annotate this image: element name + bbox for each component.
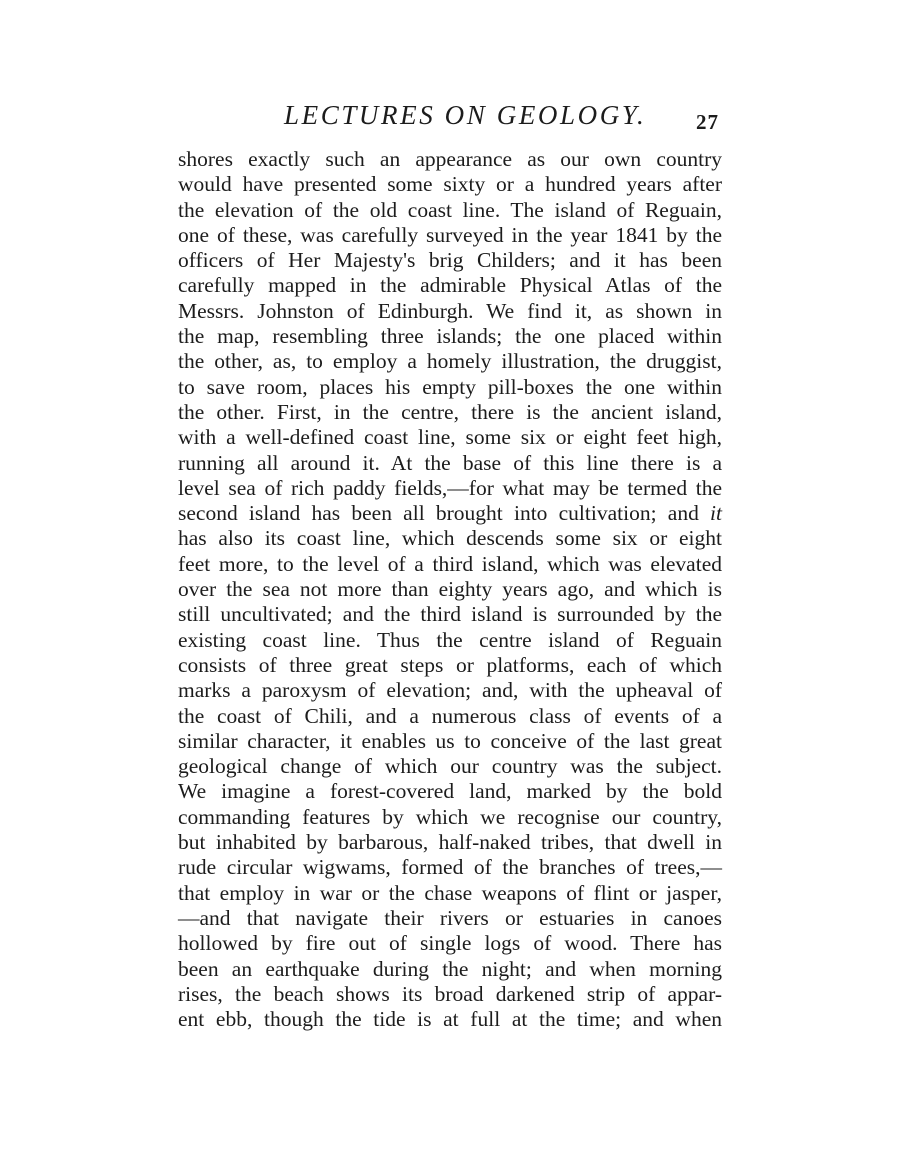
- text-line: geological change of which our country was the subject.: [178, 754, 722, 779]
- text-line: ent ebb, though the tide is at full at the time; and when: [178, 1007, 722, 1032]
- text-line: running all around it. At the base of this line there is a: [178, 450, 722, 475]
- running-head: [0, 100, 900, 140]
- text-line: but inhabited by barbarous, half-naked tribes, that dwell in: [178, 830, 722, 855]
- text-line: the other, as, to employ a homely illustration, the druggist,: [178, 349, 722, 374]
- text-line: consists of three great steps or platforms, each of which: [178, 652, 722, 677]
- text-line: We imagine a forest-covered land, marked by the bold: [178, 779, 722, 804]
- text-line: rude circular wigwams, formed of the branches of trees,—: [178, 855, 722, 880]
- running-title: LECTURES ON GEOLOGY.: [284, 100, 647, 130]
- text-line: has also its coast line, which descends some six or eight: [178, 526, 722, 551]
- text-line: one of these, was carefully surveyed in the year 1841 by the: [178, 222, 722, 247]
- text-line: marks a paroxysm of elevation; and, with the upheaval of: [178, 678, 722, 703]
- text-line: the other. First, in the centre, there is the ancient island,: [178, 399, 722, 424]
- text-line: the coast of Chili, and a numerous class of events of a: [178, 703, 722, 728]
- text-line: rises, the beach shows its broad darkened strip of appar-: [178, 981, 722, 1006]
- text-line: been an earthquake during the night; and when morning: [178, 956, 722, 981]
- text-line: still uncultivated; and the third island is surrounded by the: [178, 602, 722, 627]
- text-line: to save room, places his empty pill-boxes the one within: [178, 374, 722, 399]
- text-line: second island has been all brought into cultivation; and it: [178, 501, 722, 526]
- page-number: 27: [696, 110, 719, 134]
- text-line: the elevation of the old coast line. The island of Reguain,: [178, 197, 722, 222]
- text-line: level sea of rich paddy fields,—for what may be termed the: [178, 475, 722, 500]
- text-line: that employ in war or the chase weapons of flint or jasper,: [178, 880, 722, 905]
- text-line: with a well-defined coast line, some six or eight feet high,: [178, 425, 722, 450]
- text-line: would have presented some sixty or a hundred years after: [178, 172, 722, 197]
- text-line: carefully mapped in the admirable Physical Atlas of the: [178, 273, 722, 298]
- text-line: commanding features by which we recognise our country,: [178, 804, 722, 829]
- text-line: officers of Her Majesty's brig Childers; and it has been: [178, 248, 722, 273]
- body-text: [178, 147, 722, 1032]
- text-line: feet more, to the level of a third island, which was elevated: [178, 551, 722, 576]
- text-line: hollowed by fire out of single logs of wood. There has: [178, 931, 722, 956]
- text-line: over the sea not more than eighty years ago, and which is: [178, 577, 722, 602]
- text-line: existing coast line. Thus the centre island of Reguain: [178, 627, 722, 652]
- text-line: shores exactly such an appearance as our own country: [178, 147, 722, 171]
- text-line: Messrs. Johnston of Edinburgh. We find it, as shown in: [178, 298, 722, 323]
- text-line: —and that navigate their rivers or estuaries in canoes: [178, 905, 722, 930]
- text-line: the map, resembling three islands; the one placed within: [178, 324, 722, 349]
- text-line: similar character, it enables us to conceive of the last great: [178, 728, 722, 753]
